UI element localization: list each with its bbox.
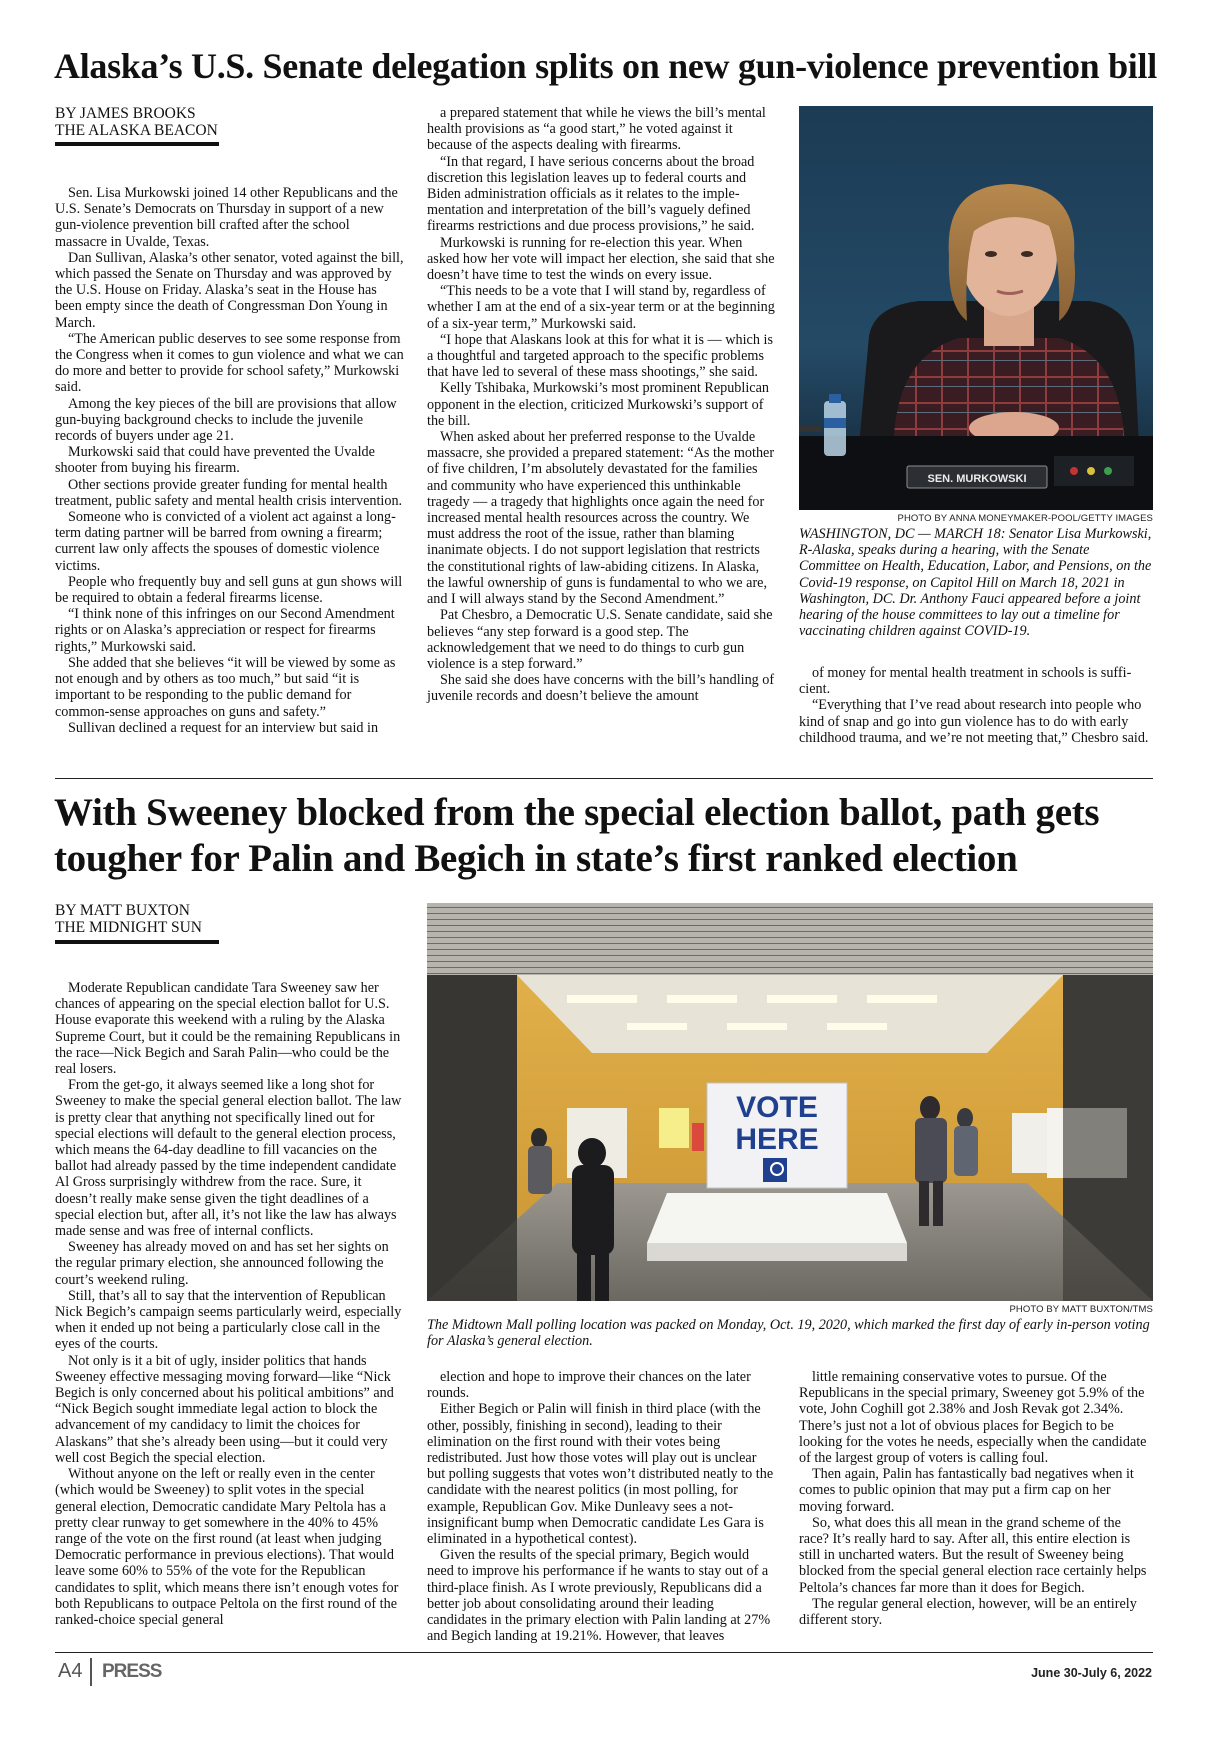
story-divider [55,778,1153,779]
paragraph: Then again, Palin has fantastically bad negatives when it comes to public opinion that may put a firm cap on her moving forward. [799,1466,1134,1515]
vote-sign-line2: HERE [735,1123,819,1156]
paragraph: Still, that’s all to say that the intervention of Republican Nick Begich’s campaign seems particularly weird, especially when it ended up not being a particularly close call in the eyes of the courts. [55,1287,402,1353]
murkowski-hearing-image [799,106,1153,510]
story1-photo-credit: PHOTO BY ANNA MONEYMAKER-POOL/GETTY IMAGES [897,513,1153,524]
paragraph: “I think none of this infringes on our Second Amendment rights or on Alaska’s appreciation or respect for firearms rights,” Murkowski said. [55,606,395,655]
paragraph: “In that regard, I have serious concerns about the broad discretion this legislation leaves up to federal courts and Biden administration officials as it relates to the implementation and interpretation of the bill’s vaguely defined firearms restrictions and due process provisions,” he said. [427,153,755,235]
paragraph: “Everything that I’ve read about research into people who kind of snap and go into gun violence has to do with early childhood trauma, and we’re not meeting that,” Chesbro said. [799,697,1149,746]
paragraph: Sen. Lisa Murkowski joined 14 other Republicans and the U.S. Senate’s Democrats on Thursday in support of a new gun-violence prevention bill crafted after the school massacre in Uvalde, Texas. [55,185,398,250]
paragraph: Given the results of the special primary, Begich would need to improve his performance if he wants to stay out of a third-place finish. As I wrote previously, Republicans did a better job about consolidating around their leading candidates in the primary election with Palin landing at 27% and Begich landing at 19.21%. However, that leaves [427,1547,771,1645]
story1-byline-name: BY JAMES BROOKS [55,105,196,122]
paragraph: Dan Sullivan, Alaska’s other senator, voted against the bill, which passed the Senate on Thursday and was approved by the U.S. House on Friday. Alaska’s seat in the House has been empty since the death of Congressman Don Young in March. [55,249,404,331]
paragraph: People who frequently buy and sell guns at gun shows will be required to obtain a federal firearms license. [55,573,403,607]
paragraph: Someone who is convicted of a violent act against a long-term dating partner will be barred from owning a firearm; current law only affects the spouses of domestic violence victims. [55,509,396,574]
paragraph: Among the key pieces of the bill are provisions that allow gun-buying background checks to include the juvenile records of buyers under age 21. [55,395,397,445]
story1-column-3 [799,665,1153,746]
paragraph: Sweeney has already moved on and has set her sights on the regular primary election, she announced following the court’s weekend ruling. [55,1239,389,1288]
paragraph: Not only is it a bit of ugly, insider politics that hands Sweeney effective messaging moving forward—like “Nick Begich is only concerned about his political ambitions” and “Nick Begich sought immediate legal action to block the advancement of my candidacy to limit the choices for Alaskans” that she’s already been using—but it could very well cost Begich the special election. [55,1352,394,1466]
story2-headline: With Sweeney blocked from the special election ballot, path gets tougher for Palin and Begich in state’s first ranked election [54,791,1100,880]
story2-byline-rule [55,940,219,944]
paragraph: She added that she believes “it will be viewed by some as not enough and by others as too much,” but said “it is important to be responding to the public demand for common-sense approaches on guns and safety.” [55,654,396,720]
vote-sign-line1: VOTE [736,1091,818,1124]
nameplate-text: SEN. MURKOWSKI [927,473,1027,485]
story1-byline [55,105,355,139]
paragraph: a prepared statement that while he views the bill’s mental health provisions as “a good start,” he voted against it because of the aspects dealing with firearms. [427,105,766,154]
paragraph: She said she does have concerns with the bill’s handling of juvenile records and doesn’t believe the amount [427,672,775,705]
story1-photo-caption: WASHINGTON, DC — MARCH 18: Senator Lisa Murkowski, R-Alaska, speaks during a hearing, with the Senate Committee on Health, Education, Labor, and Pensions, on the Covid-19 response, on Capitol Hill on March 18, 2021 in Washington, DC. Dr. Anthony Fauci appeared before a joint hearing of the house committees to lay out a timeline for vaccinating children against COVID-19. [799,526,1152,640]
paragraph: election and hope to improve their chances on the later rounds. [427,1369,751,1402]
paragraph: “This needs to be a vote that I will stand by, regardless of whether I am at the end of a six-year term or at the beginning of a six-year term,” Murkowski said. [427,283,775,332]
story1-column-2 [427,105,777,705]
story1-column-1 [55,185,405,736]
story2-column-3 [799,1369,1153,1628]
paragraph: “The American public deserves to see some response from the Congress when it comes to gun violence and what we can do more and better to provide for school safety,” Murkowski said. [55,330,404,396]
paragraph: Kelly Tshibaka, Murkowski’s most prominent Republican opponent in the election, criticized Murkowski’s support of the bill. [427,380,769,429]
paragraph: Without anyone on the left or really even in the center (which would be Sweeney) to split votes in the special general election, Democratic candidate Mary Peltola has a pretty clear runway to get somewhere in the 40% to 45% range of the vote on the first round (at least when judging Democratic performance in previous elections). That would leave some 60% to 55% of the vote for the Republican candidates to split, which means there isn’t enough votes for both Republicans to outpace Peltola on the first round of the ranked-choice special general [55,1466,399,1628]
page-number: A4 [58,1660,83,1682]
story2-photo-credit: PHOTO BY MATT BUXTON/TMS [1009,1304,1153,1315]
paragraph: So, what does this all mean in the grand scheme of the race? It’s really hard to say. After all, this entire election is still in uncharted waters. But the result of Sweeney being blocked from the special general election race certainly helps Peltola’s chances far more than it does for Begich. [799,1514,1147,1596]
paragraph: When asked about her preferred response to the Uvalde massacre, she provided a prepared statement: “As the mother of five children, I’m absolutely devastated for the families and community who have experienced this unthinkable tragedy — a tragedy that highlights once again the need for increased mental health resources across the country. We must address the root of the issue, rather than blaming inanimate objects. I do not support legislation that restricts the constitutional rights of law-abiding citizens. In Alaska, the lawful ownership of guns is fundamental to who we are, and I will always stand by the Second Amendment.” [427,429,775,608]
story2-byline-outlet: THE MIDNIGHT SUN [55,919,202,936]
paragraph: Murkowski is running for re-election this year. When asked how her vote will impact her election, she said that she doesn’t have time to test the winds on every issue. [427,234,775,284]
story1-headline: Alaska’s U.S. Senate delegation splits on new gun-violence prevention bill [54,46,1157,86]
polling-location-image [427,903,1153,1301]
story2-byline-name: BY MATT BUXTON [55,902,190,919]
story1-photo [799,106,1153,510]
paragraph: of money for mental health treatment in schools is sufficient. [799,665,1132,698]
story2-column-2 [427,1369,777,1644]
footer-separator [90,1658,92,1686]
footer-rule [55,1652,1153,1653]
paragraph: The regular general election, however, will be an entirely different story. [799,1595,1137,1629]
story1-byline-rule [55,142,219,146]
paragraph: Sullivan declined a request for an interview but said in [68,719,379,736]
paragraph: little remaining conservative votes to pursue. Of the Republicans in the special primary, Sweeney got 5.9% of the vote, John Coghill got 2.38% and Josh Revak got 2.34%. There’s just not a lot of obvious places for Begich to be looking for the votes he needs, especially when the candidate of the largest group of voters is calling foul. [799,1369,1147,1467]
story2-byline [55,902,355,936]
paragraph: Either Begich or Palin will finish in third place (with the other, possibly, finishing in second), leading to their elimination on the first round with their votes being redistributed. Just how those votes will play out is unclear but polling suggests that votes won’t distributed neatly to the candidate with the nearest politics (in most polling, for example, Republican Gov. Mike Dunleavy sees a not-insignificant bump when Democratic candidate Les Gara is eliminated in a hypothetical contest). [427,1401,774,1548]
story2-photo-caption: The Midtown Mall polling location was packed on Monday, Oct. 19, 2020, which marked the first day of early in-person voting for Alaska’s general election. [427,1317,1150,1350]
paragraph: Pat Chesbro, a Democratic U.S. Senate candidate, said she believes “any step forward is a good step. The acknowledgement that we need to do things to curb gun violence is a step forward.” [427,607,773,672]
paragraph: Murkowski said that could have prevented the Uvalde shooter from buying his firearm. [55,444,375,477]
paragraph: Moderate Republican candidate Tara Sweeney saw her chances of appearing on the special election ballot for U.S. House evaporate this weekend with a ruling by the Alaska Supreme Court, but it could be the remaining Republicans in the race—Nick Begich and Sarah Palin—who could be the real losers. [55,980,401,1078]
story2-column-1 [55,980,405,1628]
story1-byline-outlet: THE ALASKA BEACON [55,122,218,139]
story2-photo [427,903,1153,1301]
paragraph: Other sections provide greater funding for mental health treatment, public safety and mental health crisis intervention. [55,476,403,509]
press-logo: PRESS [102,1661,162,1682]
paragraph: From the get-go, it always seemed like a long shot for Sweeney to make the special general election ballot. The law is pretty clear that anything not specifically lined out for special elections will default to the general election process, which means the 64-day deadline to fill vacancies on the ballot had already passed by the time independent candidate Al Gross surprisingly withdrew from the race. Sure, it doesn’t really make sense given the tight deadlines of a special election but, after all, it’s not like the law has always made sense and was free of internal conflicts. [55,1077,402,1240]
paragraph: “I hope that Alaskans look at this for what it is — which is a thoughtful and targeted approach to the specific problems that have led to several of these mass shootings,” she said. [427,331,773,381]
issue-date: June 30-July 6, 2022 [1031,1666,1152,1680]
